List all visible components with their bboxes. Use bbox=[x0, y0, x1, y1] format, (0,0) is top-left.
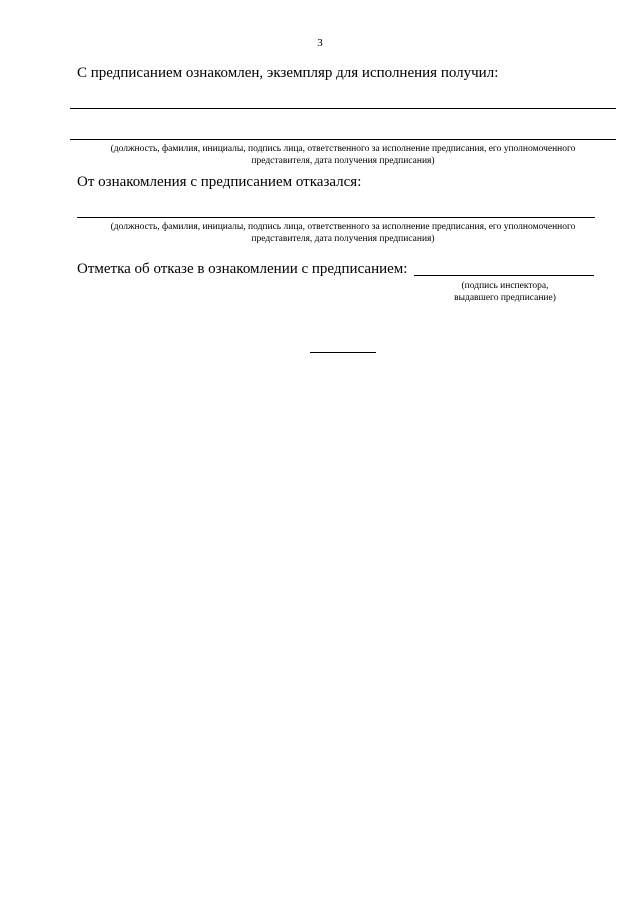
refusal-mark-caption-line-2: выдавшего предписание) bbox=[454, 293, 556, 303]
acquainted-caption-line-2: представителя, дата получения предписания) bbox=[251, 156, 435, 166]
acquainted-fill-line-1 bbox=[70, 108, 616, 109]
acquainted-statement: С предписанием ознакомлен, экземпляр для исполнения получил: bbox=[77, 65, 499, 81]
end-of-document-rule bbox=[310, 352, 376, 353]
acquainted-caption-line-1: (должность, фамилия, инициалы, подпись лица, ответственного за исполнение предписания, его уполномоченного bbox=[110, 144, 576, 154]
refused-statement: От ознакомления с предписанием отказался: bbox=[77, 174, 362, 190]
refusal-mark-statement: Отметка об отказе в ознакомлении с предписанием: bbox=[77, 261, 408, 277]
refused-caption-line-2: представителя, дата получения предписания) bbox=[251, 234, 435, 244]
refusal-mark-caption bbox=[420, 280, 590, 304]
inspector-signature-line bbox=[414, 275, 594, 276]
refusal-mark-caption-line-1: (подпись инспектора, bbox=[461, 281, 549, 291]
refused-caption bbox=[70, 221, 616, 245]
refused-caption-line-1: (должность, фамилия, инициалы, подпись лица, ответственного за исполнение предписания, его уполномоченного bbox=[110, 222, 576, 232]
refused-fill-line bbox=[77, 217, 595, 218]
acquainted-fill-line-2 bbox=[70, 139, 616, 140]
acquainted-caption bbox=[70, 143, 616, 167]
page-number: 3 bbox=[317, 37, 323, 49]
